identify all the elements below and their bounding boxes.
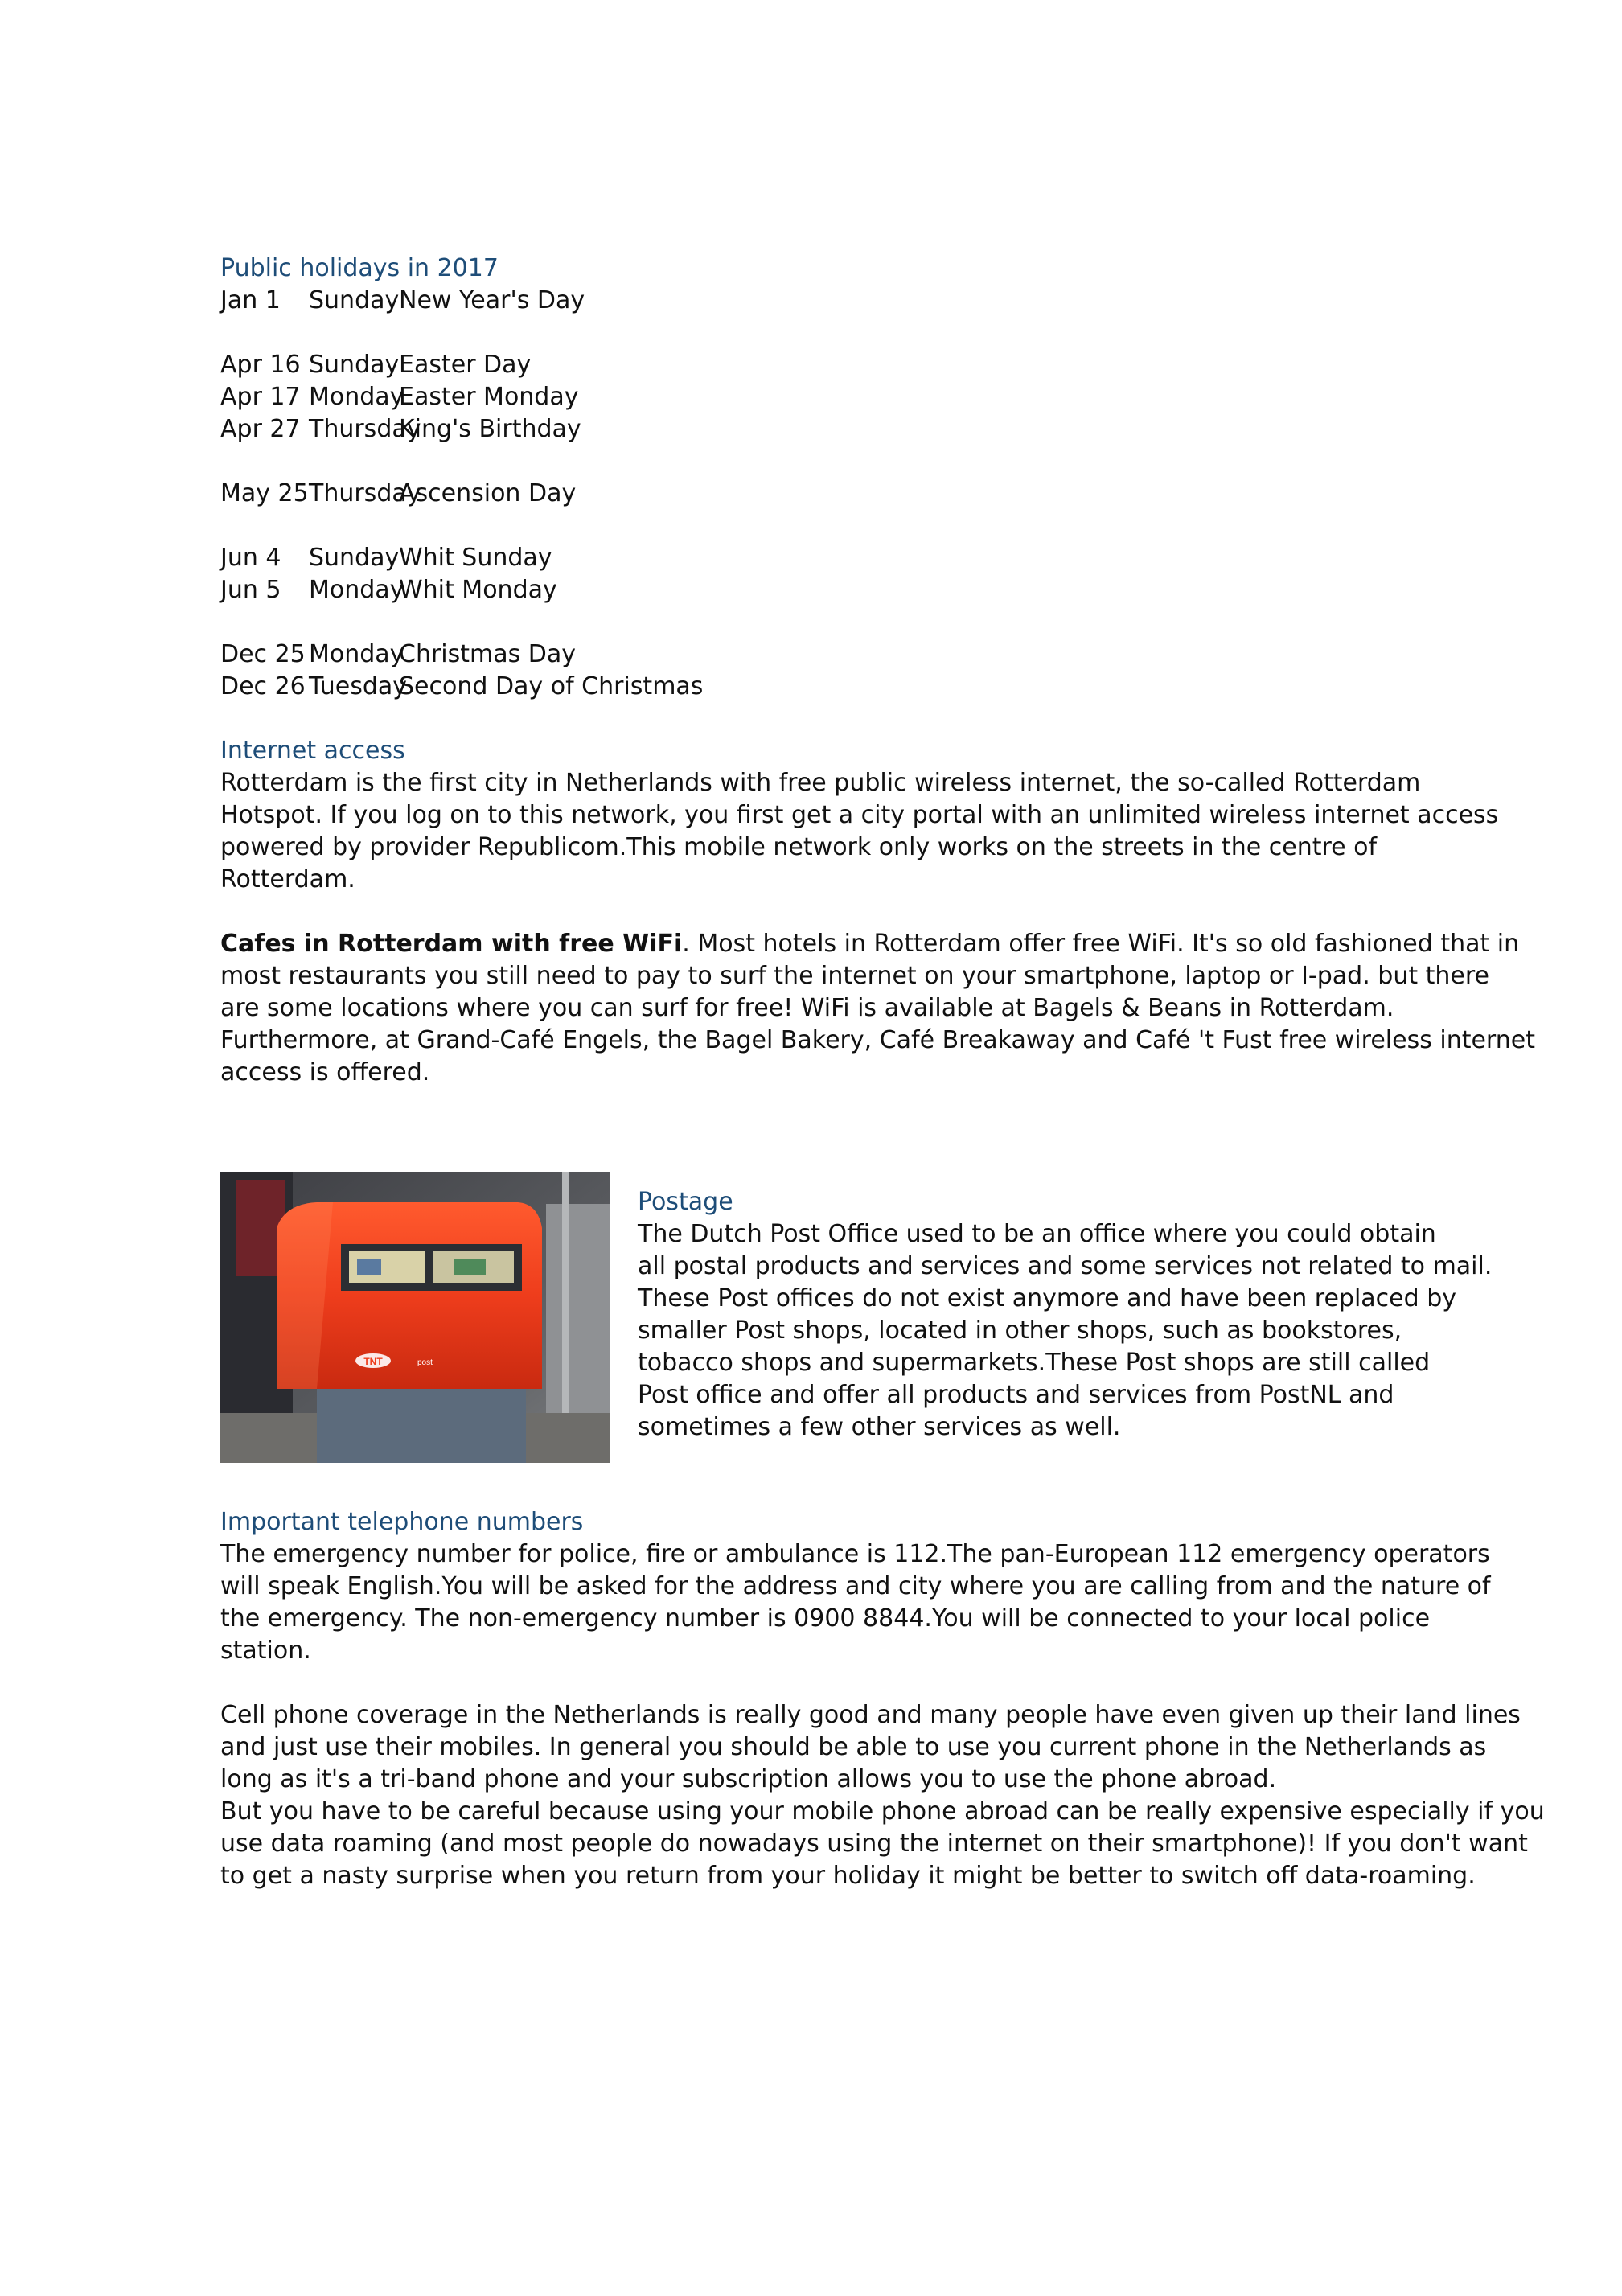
- paragraph-line: are some locations where you can surf for free! WiFi is available at Bagels & Beans in Rotterdam.: [220, 994, 1394, 1022]
- holiday-weekday: Sunday: [309, 286, 400, 314]
- holiday-name: Christmas Day: [399, 640, 577, 668]
- holiday-row: [220, 639, 1427, 671]
- postbox-logo: TNT: [363, 1356, 383, 1367]
- holiday-name: Ascension Day: [399, 479, 577, 507]
- holiday-group: [220, 349, 1427, 446]
- holiday-name: Second Day of Christmas: [399, 672, 704, 700]
- cell-paragraph: [220, 1699, 1545, 1892]
- holiday-row: [220, 349, 1427, 381]
- holiday-group: [220, 639, 1427, 703]
- holiday-date: Jun 5: [220, 576, 281, 604]
- holiday-group: [220, 285, 1427, 317]
- wifi-paragraph: [220, 928, 1535, 1089]
- holiday-weekday: Sunday: [309, 544, 400, 572]
- paragraph-line: powered by provider Republicom.This mobile network only works on the streets in the centre of: [220, 833, 1378, 861]
- paragraph-line: the emergency. The non-emergency number is 0900 8844.You will be connected to your local police: [220, 1604, 1431, 1633]
- paragraph-line: The Dutch Post Office used to be an office where you could obtain: [638, 1220, 1436, 1248]
- holiday-row: [220, 542, 1427, 574]
- holiday-name: Easter Day: [399, 351, 532, 379]
- postage-heading: Postage: [638, 1188, 733, 1216]
- wifi-lead-rest: . Most hotels in Rotterdam offer free WiFi. It's so old fashioned that in: [682, 930, 1520, 958]
- holidays-heading: Public holidays in 2017: [220, 254, 499, 282]
- telephone-section: [220, 1506, 1545, 1892]
- paragraph-line: Post office and offer all products and services from PostNL and: [638, 1381, 1394, 1409]
- paragraph-line: will speak English.You will be asked for the address and city where you are calling from and the nature of: [220, 1572, 1491, 1600]
- holiday-date: Jan 1: [220, 286, 281, 314]
- holiday-name: Whit Monday: [399, 576, 557, 604]
- paragraph-line: sometimes a few other services as well.: [638, 1413, 1121, 1441]
- holiday-weekday: Sunday: [309, 351, 400, 379]
- holiday-row: [220, 478, 1427, 510]
- holiday-name: New Year's Day: [399, 286, 585, 314]
- postbox-photo: [220, 1172, 610, 1463]
- holiday-date: Jun 4: [220, 544, 281, 572]
- holiday-date: May 25: [220, 479, 309, 507]
- paragraph-line: all postal products and services and some services not related to mail.: [638, 1252, 1493, 1280]
- paragraph-line: Rotterdam is the first city in Netherlands with free public wireless internet, the so-called Rotterdam: [220, 769, 1421, 797]
- holiday-date: Apr 16: [220, 351, 301, 379]
- paragraph-line: Furthermore, at Grand-Café Engels, the Bagel Bakery, Café Breakaway and Café 't Fust free wireless internet: [220, 1026, 1535, 1054]
- holiday-row: [220, 285, 1427, 317]
- paragraph-line: Cell phone coverage in the Netherlands is really good and many people have even given up their land lines: [220, 1701, 1521, 1729]
- paragraph-line: access is offered.: [220, 1058, 430, 1086]
- wifi-bold-lead: Cafes in Rotterdam with free WiFi: [220, 930, 683, 958]
- holiday-weekday: Monday: [309, 576, 404, 604]
- holiday-weekday: Monday: [309, 383, 404, 411]
- holiday-group: [220, 542, 1427, 606]
- paragraph-line: smaller Post shops, located in other shops, such as bookstores,: [638, 1316, 1402, 1345]
- paragraph-line: Rotterdam.: [220, 865, 355, 893]
- paragraph-line: and just use their mobiles. In general you should be able to use you current phone in the Netherlands as: [220, 1733, 1487, 1761]
- holiday-name: King's Birthday: [399, 415, 581, 443]
- paragraph-line: The emergency number for police, fire or ambulance is 112.The pan-European 112 emergency operators: [220, 1540, 1490, 1568]
- paragraph-line: tobacco shops and supermarkets.These Post shops are still called: [638, 1349, 1431, 1377]
- holiday-weekday: Thursday: [309, 479, 421, 507]
- holiday-row: [220, 413, 1427, 446]
- paragraph-line: long as it's a tri-band phone and your subscription allows you to use the phone abroad.: [220, 1765, 1277, 1793]
- paragraph-line: [220, 928, 1520, 960]
- holiday-date: Apr 27: [220, 415, 301, 443]
- holiday-weekday: Tuesday: [309, 672, 408, 700]
- internet-section: [220, 735, 1535, 1089]
- holiday-name: Easter Monday: [399, 383, 579, 411]
- paragraph-line: These Post offices do not exist anymore and have been replaced by: [638, 1284, 1456, 1312]
- holiday-date: Apr 17: [220, 383, 301, 411]
- holiday-weekday: Monday: [309, 640, 404, 668]
- paragraph-line: But you have to be careful because using your mobile phone abroad can be really expensive especially if you: [220, 1797, 1545, 1826]
- holiday-weekday: Thursday: [309, 415, 421, 443]
- holiday-row: [220, 381, 1427, 413]
- holidays-section: [220, 253, 1427, 703]
- holiday-group: [220, 478, 1427, 510]
- postage-section: [638, 1186, 1493, 1444]
- holiday-date: Dec 26: [220, 672, 306, 700]
- holiday-row: [220, 574, 1427, 606]
- paragraph-line: use data roaming (and most people do nowadays using the internet on their smartphone)! If you don't want: [220, 1830, 1528, 1858]
- paragraph-line: Hotspot. If you log on to this network, you first get a city portal with an unlimited wireless internet access: [220, 801, 1499, 829]
- holiday-row: [220, 671, 1427, 703]
- telephone-heading: Important telephone numbers: [220, 1508, 584, 1536]
- paragraph-line: to get a nasty surprise when you return from your holiday it might be better to switch off data-roaming.: [220, 1862, 1476, 1890]
- holiday-name: Whit Sunday: [399, 544, 552, 572]
- postbox-illustration: [220, 1172, 610, 1463]
- holiday-date: Dec 25: [220, 640, 306, 668]
- paragraph-line: most restaurants you still need to pay to surf the internet on your smartphone, laptop or I-pad. but there: [220, 962, 1490, 990]
- internet-heading: Internet access: [220, 737, 405, 765]
- paragraph-line: station.: [220, 1637, 311, 1665]
- postbox-label: post: [417, 1358, 433, 1367]
